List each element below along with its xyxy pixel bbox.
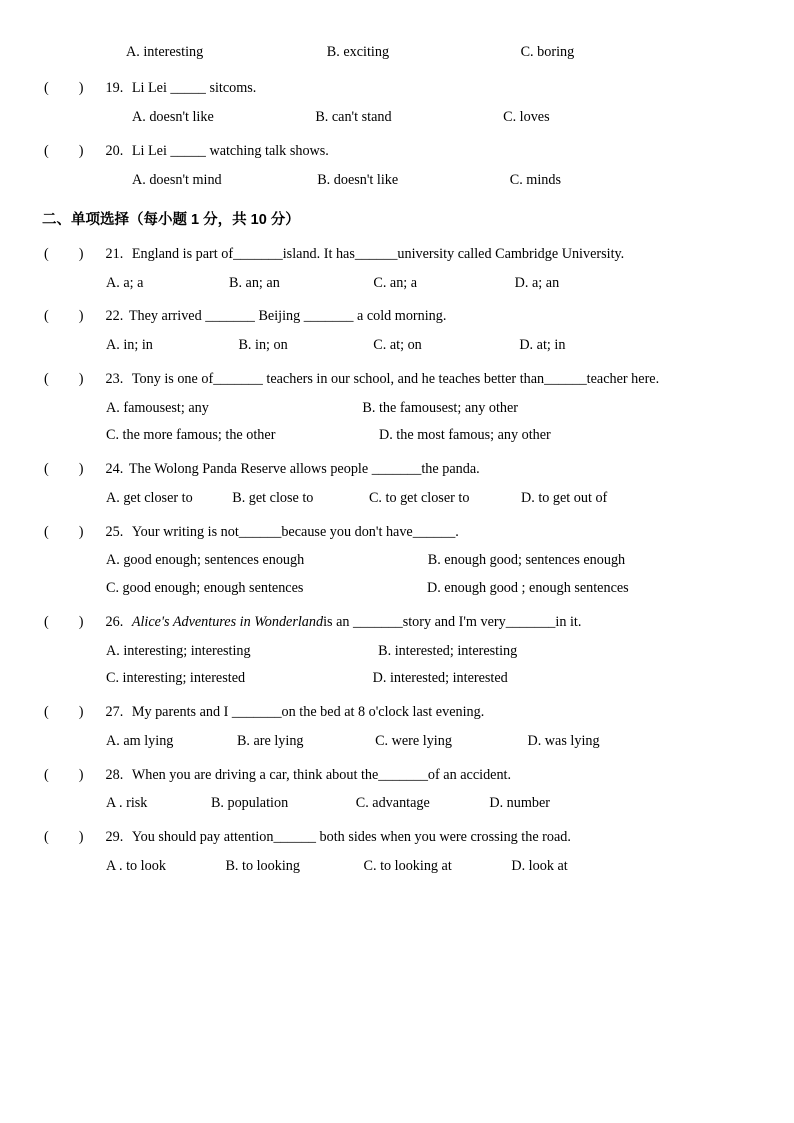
option-d: D. interested; interested — [372, 670, 508, 687]
options-21 — [44, 275, 750, 293]
options-19 — [44, 109, 750, 127]
option-a: A. good enough; sentences enough — [106, 552, 305, 569]
page-content — [44, 44, 750, 876]
option-d: D. to get out of — [520, 489, 608, 506]
option-c: C. advantage — [355, 795, 430, 812]
question-21 — [44, 246, 750, 264]
answer-bracket-28[interactable]: ( ) — [44, 766, 84, 783]
section-heading: 二、单项选择（每小题 1 分，共 10 分） — [42, 211, 300, 228]
question-number-28: 28. — [105, 766, 124, 783]
option-b: B. interested; interesting — [378, 642, 518, 659]
option-a: A. a; a — [106, 274, 144, 291]
option-b: B. get close to — [232, 489, 314, 506]
option-d: D. number — [489, 795, 551, 812]
option-c: C. the more famous; the other — [106, 427, 276, 444]
answer-bracket-27[interactable]: ( ) — [44, 704, 84, 720]
question-number-19: 19. — [105, 79, 124, 96]
option-c: C. good enough; enough sentences — [106, 580, 304, 596]
options-26-row1 — [44, 643, 750, 661]
answer-bracket-25[interactable]: ( ) — [44, 523, 84, 540]
question-number-27: 27. — [105, 704, 124, 720]
question-24 — [44, 461, 750, 479]
option-b: B. doesn't like — [317, 172, 399, 188]
question-20 — [44, 143, 750, 161]
question-stem-25: Your writing is not______because you don't have______. — [131, 523, 459, 540]
option-d: D. at; in — [519, 337, 566, 353]
answer-bracket-29[interactable]: ( ) — [44, 829, 84, 845]
option-c: C. to looking at — [363, 857, 452, 874]
options-row-top — [44, 44, 750, 62]
question-number-20: 20. — [105, 143, 124, 160]
question-stem-22: They arrived _______ Beijing _______ a cold morning. — [128, 308, 447, 325]
answer-bracket-20[interactable]: ( ) — [44, 143, 84, 160]
options-28 — [44, 795, 750, 813]
question-22 — [44, 308, 750, 326]
options-22 — [44, 337, 750, 355]
answer-bracket-24[interactable]: ( ) — [44, 461, 84, 477]
answer-bracket-21[interactable]: ( ) — [44, 245, 84, 262]
question-27 — [44, 704, 750, 722]
option-a: A. am lying — [106, 732, 174, 749]
question-stem-26: is an _______story and I'm very_______in it. — [323, 613, 582, 630]
answer-bracket-19[interactable]: ( ) — [44, 79, 84, 96]
option-a: A. in; in — [106, 337, 153, 353]
option-c: C. boring — [520, 44, 575, 60]
option-a: A. get closer to — [106, 489, 193, 506]
question-number-29: 29. — [105, 829, 124, 845]
option-d: D. enough good ; enough sentences — [426, 580, 629, 596]
option-a: A. doesn't like — [132, 108, 214, 125]
option-a: A . risk — [106, 795, 148, 812]
option-c: C. interesting; interested — [106, 670, 246, 687]
options-20 — [44, 172, 750, 190]
option-a: A. interesting — [126, 44, 204, 60]
question-28 — [44, 767, 750, 785]
options-24 — [44, 490, 750, 508]
option-d: D. a; an — [514, 274, 560, 291]
option-b: B. in; on — [238, 337, 288, 353]
question-29 — [44, 829, 750, 847]
question-number-23: 23. — [105, 370, 124, 387]
option-a: A. interesting; interesting — [106, 642, 251, 659]
options-26-row2 — [44, 670, 750, 688]
question-stem-26-title: Alice's Adventures in Wonderland — [131, 613, 324, 630]
option-c: C. loves — [503, 108, 550, 125]
option-b: B. to looking — [225, 857, 300, 874]
option-a: A . to look — [106, 857, 166, 874]
option-d: D. the most famous; any other — [378, 427, 551, 444]
question-number-21: 21. — [105, 245, 124, 262]
option-b: B. are lying — [236, 732, 304, 749]
question-stem-29: You should pay attention______ both sides when you were crossing the road. — [131, 829, 571, 845]
question-stem-19: Li Lei _____ sitcoms. — [131, 79, 257, 96]
question-stem-27: My parents and I _______on the bed at 8 o'clock last evening. — [131, 704, 485, 720]
question-stem-23: Tony is one of_______ teachers in our school, and he teaches better than______teacher here. — [131, 370, 660, 387]
answer-bracket-23[interactable]: ( ) — [44, 370, 84, 387]
question-23 — [44, 371, 750, 389]
question-number-24: 24. — [105, 461, 124, 477]
question-number-25: 25. — [105, 523, 124, 540]
option-c: C. an; a — [373, 274, 418, 291]
question-number-26: 26. — [105, 613, 124, 630]
option-c: C. were lying — [375, 732, 452, 749]
option-b: B. an; an — [228, 274, 280, 291]
option-c: C. minds — [509, 172, 561, 188]
option-c: C. at; on — [373, 337, 422, 353]
question-stem-21: England is part of_______island. It has______university called Cambridge University. — [131, 245, 625, 262]
options-23-row1 — [44, 400, 750, 418]
option-b: B. the famousest; any other — [362, 399, 519, 416]
question-stem-20: Li Lei _____ watching talk shows. — [131, 143, 329, 160]
question-26 — [44, 614, 750, 632]
question-stem-24: The Wolong Panda Reserve allows people _______the panda. — [128, 461, 480, 477]
option-c: C. to get closer to — [368, 489, 470, 506]
option-d: D. was lying — [527, 732, 600, 749]
options-29 — [44, 858, 750, 876]
option-b: B. population — [210, 795, 289, 812]
options-27 — [44, 733, 750, 751]
question-number-22: 22. — [105, 308, 124, 325]
question-25 — [44, 524, 750, 542]
options-23-row2 — [44, 427, 750, 445]
option-b: B. can't stand — [315, 108, 392, 125]
option-d: D. look at — [511, 857, 568, 874]
options-25-row2 — [44, 580, 750, 598]
question-stem-28: When you are driving a car, think about the_______of an accident. — [131, 766, 512, 783]
option-a: A. doesn't mind — [132, 172, 222, 188]
option-a: A. famousest; any — [106, 399, 209, 416]
options-25-row1 — [44, 552, 750, 570]
option-b: B. exciting — [326, 44, 390, 60]
answer-bracket-22[interactable]: ( ) — [44, 308, 84, 325]
question-19 — [44, 80, 750, 98]
option-b: B. enough good; sentences enough — [427, 552, 626, 569]
answer-bracket-26[interactable]: ( ) — [44, 613, 84, 630]
